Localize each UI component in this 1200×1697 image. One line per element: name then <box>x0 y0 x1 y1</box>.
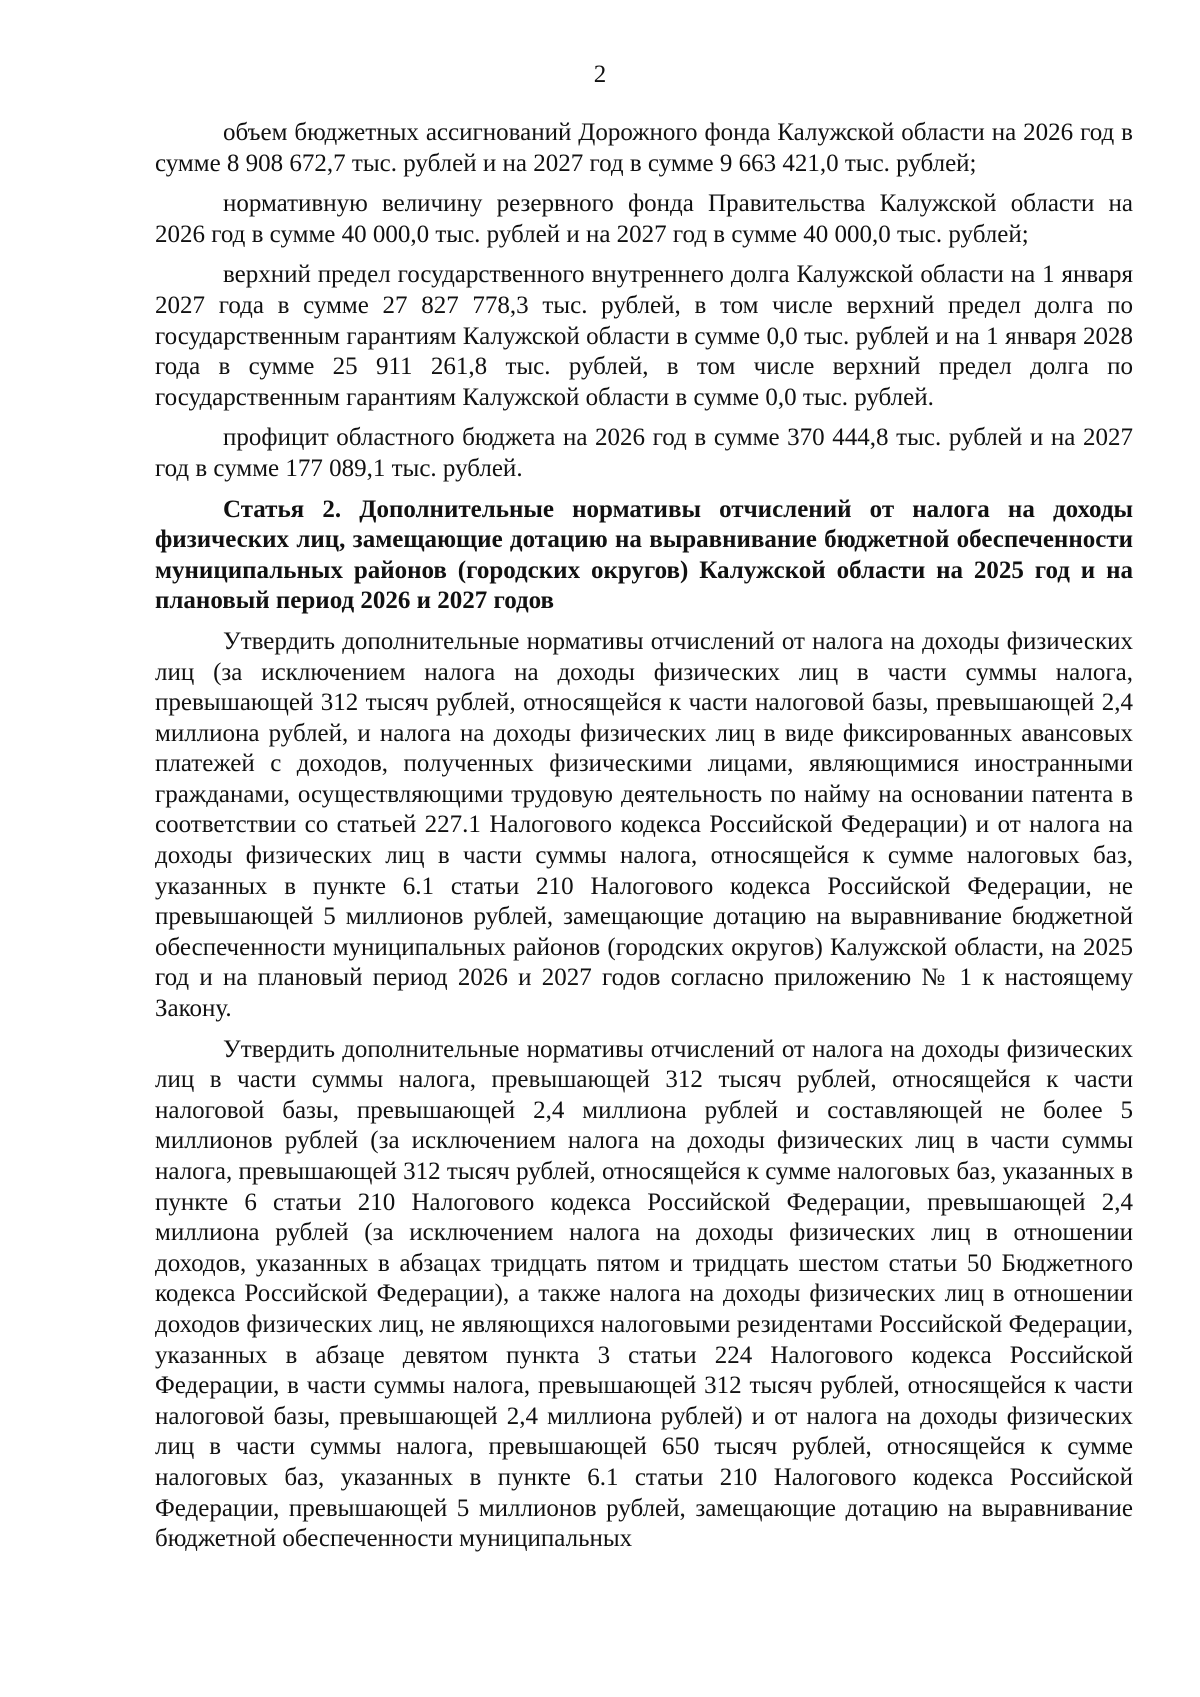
paragraph-road-fund: объем бюджетных ассигнований Дорожного фонда Калужской области на 2026 год в сумме 8 908 672,7 тыс. рублей и на 2027 год в сумме 9 663 421,0 тыс. рублей; <box>155 119 1133 177</box>
article-2-paragraph-1: Утвердить дополнительные нормативы отчислений от налога на доходы физических лиц (за исключением налога на доходы физических лиц в части суммы налога, превышающей 312 тысяч рублей, относящейся к части налоговой базы, превышающей 2,4 миллиона рублей, и налога на доходы физических лиц в виде фиксированных авансовых платежей с доходов, полученных физическими лицами, являющимися иностранными гражданами, осуществляющими трудовую деятельность по найму на основании патента в соответствии со статьей 227.1 Налогового кодекса Российской Федерации) и от налога на доходы физических лиц в части суммы налога, относящейся к сумме налоговых баз, указанных в пункте 6.1 статьи 210 Налогового кодекса Российской Федерации, не превышающей 5 миллионов рублей, замещающие дотацию на выравнивание бюджетной обеспеченности муниципальных районов (городских округов) Калужской области, на 2025 год и на плановый период 2026 и 2027 годов согласно приложению № 1 к настоящему Закону. <box>155 627 1133 1023</box>
paragraph-surplus: профицит областного бюджета на 2026 год в сумме 370 444,8 тыс. рублей и на 2027 год в сумме 177 089,1 тыс. рублей. <box>155 424 1133 482</box>
article-2-heading: Статья 2. Дополнительные нормативы отчислений от налога на доходы физических лиц, замещающие дотацию на выравнивание бюджетной обеспеченности муниципальных районов (городских округов) Калужской области на 2025 год и на плановый период 2026 и 2027 годов <box>155 495 1133 615</box>
document-body <box>155 118 1133 1565</box>
article-2-paragraph-2: Утвердить дополнительные нормативы отчислений от налога на доходы физических лиц в части суммы налога, превышающей 312 тысяч рублей, относящейся к части налоговой базы, превышающей 2,4 миллиона рублей и составляющей не более 5 миллионов рублей (за исключением налога на доходы физических лиц в части суммы налога, превышающей 312 тысяч рублей, относящейся к сумме налоговых баз, указанных в пункте 6 статьи 210 Налогового кодекса Российской Федерации, превышающей 2,4 миллиона рублей (за исключением налога на доходы физических лиц в отношении доходов, указанных в абзацах тридцать пятом и тридцать шестом статьи 50 Бюджетного кодекса Российской Федерации), а также налога на доходы физических лиц в отношении доходов физических лиц, не являющихся налоговыми резидентами Российской Федерации, указанных в абзаце девятом пункта 3 статьи 224 Налогового кодекса Российской Федерации, в части суммы налога, превышающей 312 тысяч рублей, относящейся к части налоговой базы, превышающей 2,4 миллиона рублей) и от налога на доходы физических лиц в части суммы налога, превышающей 650 тысяч рублей, относящейся к сумме налоговых баз, указанных в пункте 6.1 статьи 210 Налогового кодекса Российской Федерации, превышающей 5 миллионов рублей, замещающие дотацию на выравнивание бюджетной обеспеченности муниципальных <box>155 1035 1133 1553</box>
paragraph-debt-limit: верхний предел государственного внутреннего долга Калужской области на 1 января 2027 года в сумме 27 827 778,3 тыс. рублей, в том числе верхний предел долга по государственным гарантиям Калужской области в сумме 0,0 тыс. рублей и на 1 января 2028 года в сумме 25 911 261,8 тыс. рублей, в том числе верхний предел долга по государственным гарантиям Калужской области в сумме 0,0 тыс. рублей. <box>155 261 1133 411</box>
page-number: 2 <box>593 61 607 88</box>
paragraph-reserve-fund: нормативную величину резервного фонда Правительства Калужской области на 2026 год в сумме 40 000,0 тыс. рублей и на 2027 год в сумме 40 000,0 тыс. рублей; <box>155 190 1133 248</box>
